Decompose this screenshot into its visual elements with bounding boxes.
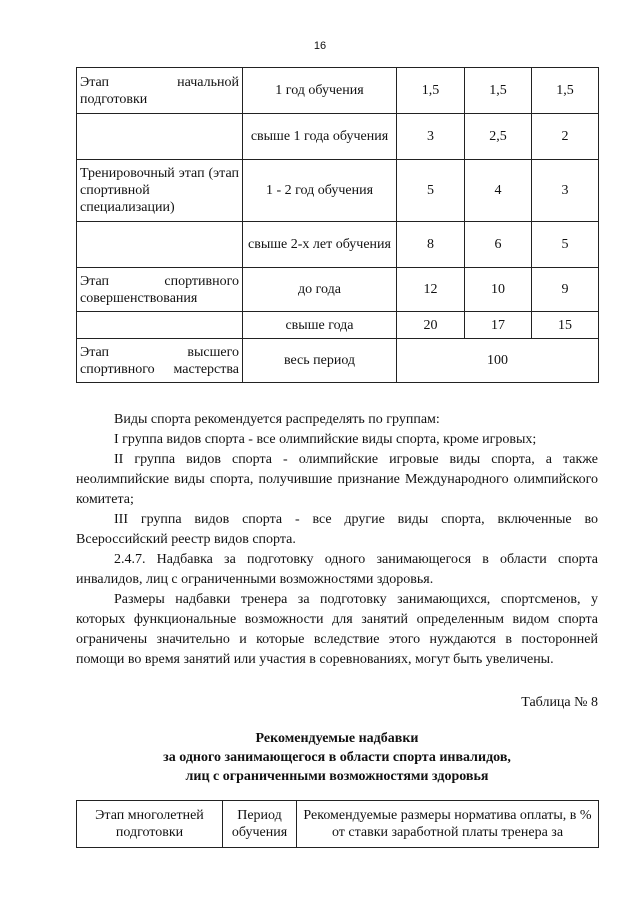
- table-label: Таблица № 8: [521, 695, 598, 710]
- header-stage: Этап многолетней подготовки: [77, 801, 223, 848]
- coefficients-table: [76, 67, 599, 383]
- value-cell: 1,5: [397, 68, 465, 114]
- value-cell: 20: [397, 312, 465, 339]
- value-cell: 8: [397, 222, 465, 268]
- value-cell: 5: [397, 160, 465, 222]
- table-row: [77, 268, 599, 312]
- value-cell: 5: [532, 222, 599, 268]
- stage-cell: Этап высшего спортивного мастерства: [77, 339, 243, 383]
- merged-value-cell: 100: [397, 339, 599, 383]
- stage-cell: Этап начальной подготовки: [77, 68, 243, 114]
- header-period: Период обучения: [223, 801, 297, 848]
- period-cell: 1 год обучения: [243, 68, 397, 114]
- body-text: [76, 410, 598, 670]
- period-cell: до года: [243, 268, 397, 312]
- surcharge-table: [76, 800, 599, 848]
- table-row: [77, 160, 599, 222]
- value-cell: 9: [532, 268, 599, 312]
- value-cell: 10: [465, 268, 532, 312]
- value-cell: 3: [397, 114, 465, 160]
- paragraph: I группа видов спорта - все олимпийские виды спорта, кроме игровых;: [114, 432, 537, 447]
- paragraph: III группа видов спорта - все другие виды спорта, включенные во Всероссийский реестр видов спорта.: [76, 512, 598, 547]
- stage-cell: Этап спортивного совершенствования: [77, 268, 243, 312]
- stage-cell: [77, 222, 243, 268]
- period-cell: свыше года: [243, 312, 397, 339]
- value-cell: 2: [532, 114, 599, 160]
- heading-line: лиц с ограниченными возможностями здоровья: [185, 769, 489, 784]
- stage-cell: Тренировочный этап (этап спортивной специализации): [77, 160, 243, 222]
- heading-line: за одного занимающегося в области спорта инвалидов,: [163, 750, 511, 765]
- period-cell: весь период: [243, 339, 397, 383]
- value-cell: 1,5: [465, 68, 532, 114]
- value-cell: 2,5: [465, 114, 532, 160]
- heading-line: Рекомендуемые надбавки: [255, 731, 419, 746]
- table-row: [77, 68, 599, 114]
- page-number: 16: [313, 40, 327, 52]
- stage-cell: [77, 114, 243, 160]
- paragraph: 2.4.7. Надбавка за подготовку одного занимающегося в области спорта инвалидов, лиц с ограниченными возможностями здоровья.: [76, 552, 598, 587]
- paragraph: II группа видов спорта - олимпийские игровые виды спорта, а также неолимпийские виды спорта, получившие признание Международного олимпийского комитета;: [76, 452, 598, 507]
- value-cell: 17: [465, 312, 532, 339]
- paragraph: Виды спорта рекомендуется распределять по группам:: [114, 412, 440, 427]
- stage-cell: [77, 312, 243, 339]
- table-row: [77, 114, 599, 160]
- period-cell: свыше 1 года обучения: [243, 114, 397, 160]
- table-heading: [76, 729, 598, 786]
- table-row: [77, 339, 599, 383]
- table-row: [77, 222, 599, 268]
- table-row: [77, 312, 599, 339]
- table-header-row: [77, 801, 599, 848]
- period-cell: 1 - 2 год обучения: [243, 160, 397, 222]
- period-cell: свыше 2-х лет обучения: [243, 222, 397, 268]
- value-cell: 6: [465, 222, 532, 268]
- value-cell: 1,5: [532, 68, 599, 114]
- value-cell: 15: [532, 312, 599, 339]
- value-cell: 12: [397, 268, 465, 312]
- value-cell: 4: [465, 160, 532, 222]
- value-cell: 3: [532, 160, 599, 222]
- paragraph: Размеры надбавки тренера за подготовку занимающихся, спортсменов, у которых функциональные возможности для занятий определенным видом спорта ограничены значительно и которые вследствие этого нуждаются в посторонней помощи во время занятий или участия в соревнованиях, могут быть увеличены.: [76, 592, 598, 667]
- header-rate: Рекомендуемые размеры норматива оплаты, в % от ставки заработной платы тренера за: [297, 801, 599, 848]
